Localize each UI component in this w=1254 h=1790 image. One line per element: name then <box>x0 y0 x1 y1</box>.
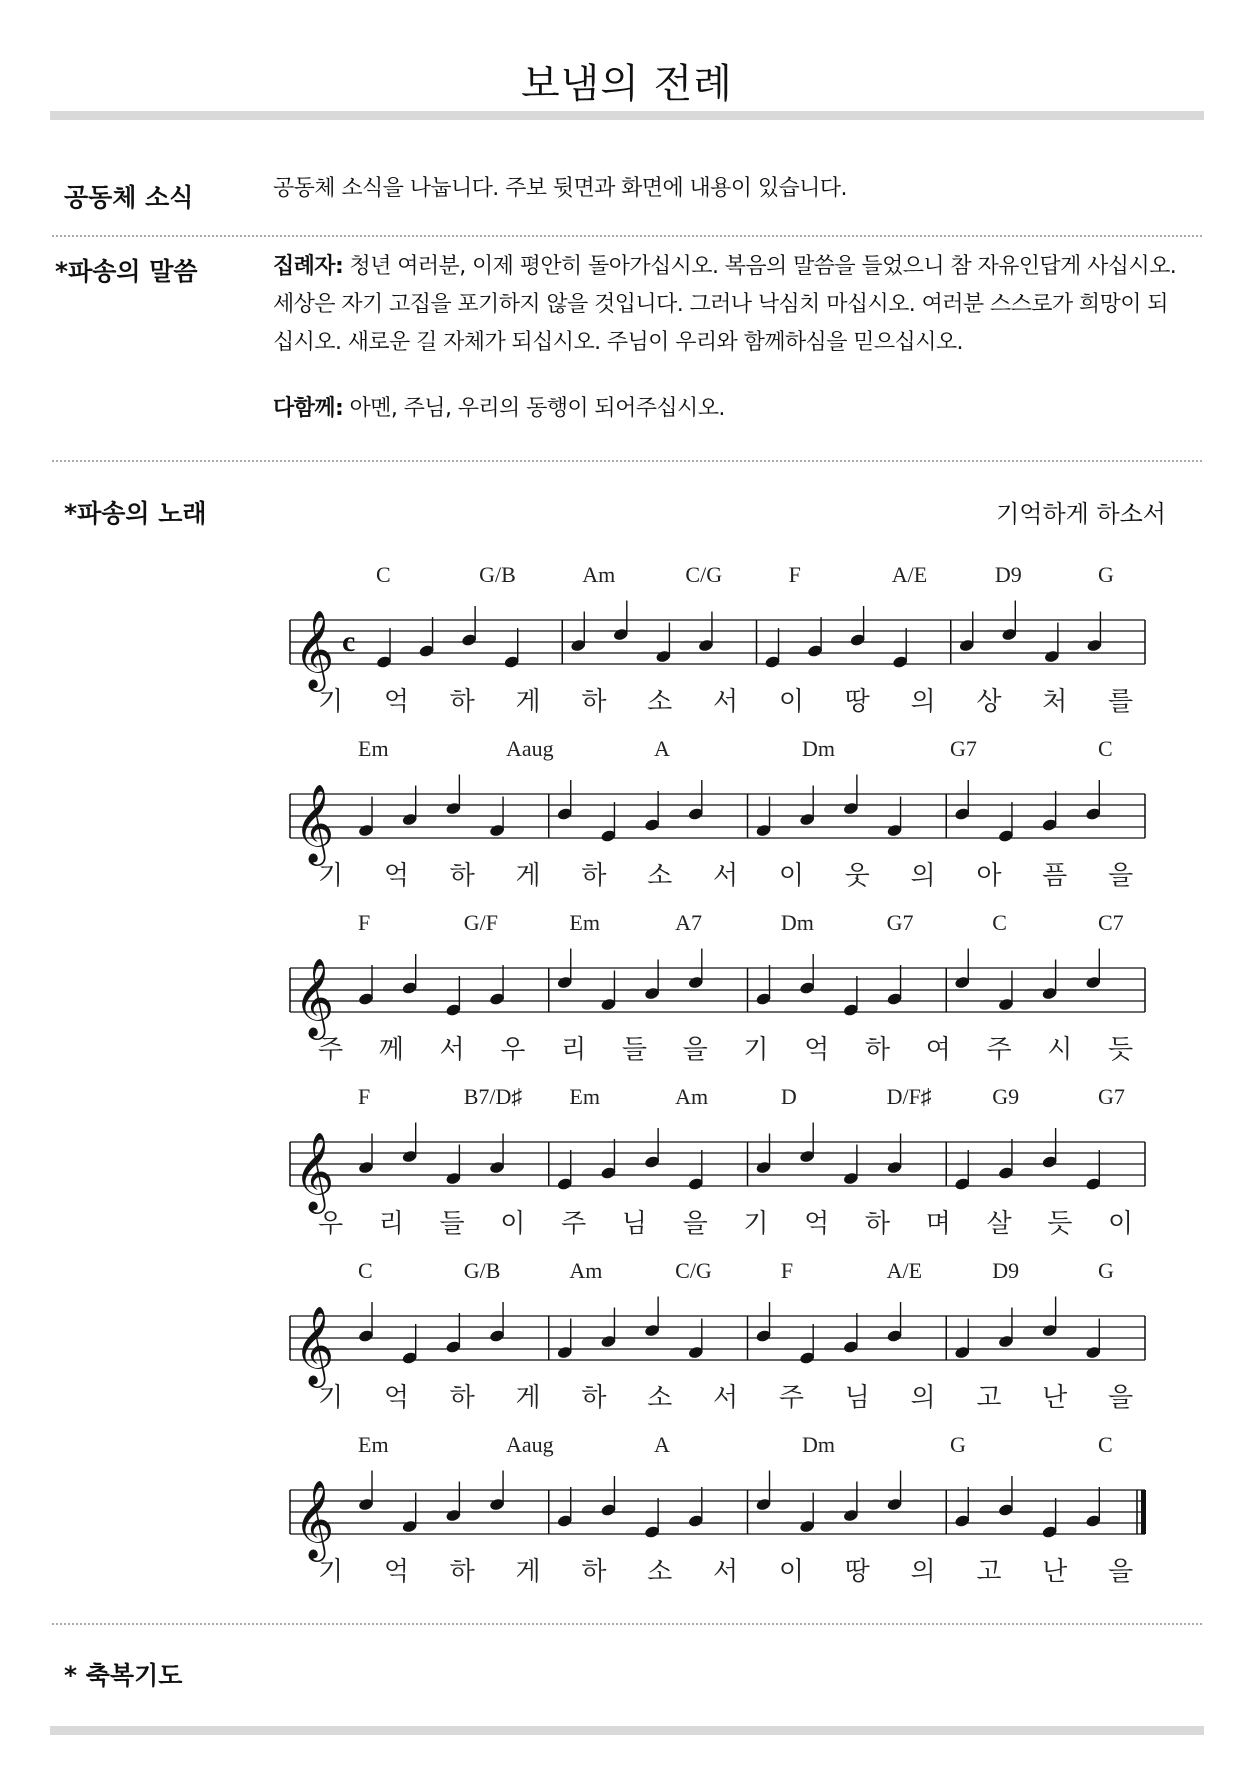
chord-symbol: B7/D♯ <box>463 1084 523 1109</box>
lyric-syllable: 억 <box>804 1209 830 1239</box>
lyric-syllable: 의 <box>910 1383 936 1413</box>
chord-symbol: G7 <box>886 910 914 935</box>
lyric-syllable: 기 <box>743 1035 769 1065</box>
sending-song-label: *파송의 노래 <box>64 499 207 528</box>
lyric-syllable: 듯 <box>1047 1209 1073 1239</box>
all-label: 다함께: <box>273 396 344 421</box>
lyric-syllable: 주 <box>561 1209 587 1239</box>
chord-symbol: G <box>950 1432 966 1457</box>
leader-label: 집례자: <box>273 254 344 279</box>
chord-symbol: Dm <box>780 910 814 935</box>
lyric-syllable: 하 <box>449 1383 475 1413</box>
chord-symbol: Em <box>569 1084 600 1109</box>
lyric-syllable: 아 <box>976 861 1002 891</box>
lyric-syllable: 주 <box>318 1035 344 1065</box>
lyric-syllable: 리 <box>561 1035 587 1065</box>
lyric-syllable: 픔 <box>1042 861 1068 891</box>
chord-symbol: G/F <box>463 910 498 935</box>
lyric-syllable: 이 <box>1108 1209 1134 1239</box>
section-divider <box>52 1623 1202 1625</box>
lyric-syllable: 게 <box>515 861 541 891</box>
chord-symbol: G7 <box>1098 1084 1125 1109</box>
lyric-syllable: 여 <box>925 1035 951 1065</box>
lyric-syllable: 서 <box>439 1035 465 1065</box>
lyric-syllable: 소 <box>647 1383 673 1413</box>
chord-symbol: Em <box>569 910 600 935</box>
lyric-syllable: 게 <box>515 687 541 717</box>
chord-symbol: G <box>1098 562 1114 587</box>
chord-symbol: G/B <box>463 1258 501 1283</box>
sending-word-leader <box>273 248 1183 362</box>
lyric-syllable: 님 <box>844 1383 870 1413</box>
lyric-syllable: 하 <box>449 861 475 891</box>
lyric-syllable: 며 <box>925 1209 951 1239</box>
treble-clef-icon: 𝄞 <box>294 1480 335 1559</box>
chord-symbol: Aaug <box>506 1432 554 1457</box>
lyric-syllable: 하 <box>581 861 607 891</box>
chord-symbol: F <box>788 562 801 587</box>
chord-symbol: Aaug <box>506 736 554 761</box>
lyric-syllable: 땅 <box>844 687 870 717</box>
chord-symbol: Am <box>569 1258 603 1283</box>
lyric-syllable: 서 <box>713 1383 739 1413</box>
news-label: 공동체 소식 <box>64 183 194 212</box>
chord-symbol: Dm <box>802 1432 835 1457</box>
chord-symbol: A <box>654 736 670 761</box>
lyric-syllable: 소 <box>647 861 673 891</box>
lyric-syllable: 하 <box>581 1383 607 1413</box>
chord-symbol: C <box>376 562 391 587</box>
lyric-syllable: 난 <box>1042 1557 1068 1587</box>
footer-divider <box>50 1726 1204 1735</box>
lyric-syllable: 들 <box>621 1035 647 1065</box>
chord-symbol: G/B <box>479 562 516 587</box>
lyric-syllable: 하 <box>864 1209 891 1239</box>
chord-symbol: G7 <box>950 736 977 761</box>
news-text: 공동체 소식을 나눕니다. 주보 뒷면과 화면에 내용이 있습니다. <box>273 176 847 201</box>
treble-clef-icon: 𝄞 <box>294 1132 335 1211</box>
lyric-syllable: 서 <box>713 861 739 891</box>
lyric-syllable: 억 <box>383 1383 409 1413</box>
lyric-syllable: 기 <box>318 687 344 717</box>
lyric-syllable: 기 <box>318 861 344 891</box>
treble-clef-icon: 𝄞 <box>294 1306 335 1385</box>
section-divider <box>52 235 1202 237</box>
chord-symbol: C/G <box>685 562 723 587</box>
lyric-syllable: 이 <box>500 1209 526 1239</box>
chord-symbol: F <box>780 1258 794 1283</box>
lyric-syllable: 듯 <box>1108 1035 1134 1065</box>
lyric-syllable: 기 <box>318 1557 344 1587</box>
lyric-syllable: 억 <box>383 1557 409 1587</box>
lyric-syllable: 이 <box>778 687 804 717</box>
chord-symbol: F <box>358 910 371 935</box>
chord-symbol: C <box>1098 736 1113 761</box>
lyric-syllable: 억 <box>804 1035 830 1065</box>
lyric-syllable: 하 <box>864 1035 891 1065</box>
lyric-syllable: 들 <box>439 1209 465 1239</box>
chord-symbol: A <box>654 1432 670 1457</box>
lyric-syllable: 소 <box>647 687 673 717</box>
lyric-syllable: 살 <box>986 1209 1012 1239</box>
treble-clef-icon: 𝄞 <box>294 610 335 689</box>
lyric-syllable: 서 <box>713 1557 739 1587</box>
chord-symbol: A/E <box>891 562 928 587</box>
lyric-syllable: 주 <box>986 1035 1012 1065</box>
lyric-syllable: 하 <box>449 1557 475 1587</box>
lyric-syllable: 하 <box>449 687 475 717</box>
chord-symbol: C7 <box>1098 910 1124 935</box>
lyric-syllable: 땅 <box>844 1557 870 1587</box>
lyric-syllable: 을 <box>682 1035 708 1065</box>
sending-word-all <box>273 390 1183 428</box>
lyric-syllable: 우 <box>318 1209 344 1239</box>
chord-symbol: C <box>992 910 1007 935</box>
song-title: 기억하게 하소서 <box>996 500 1166 528</box>
all-text: 아멘, 주님, 우리의 동행이 되어주십시오. <box>343 396 725 421</box>
chord-symbol: Em <box>358 736 389 761</box>
lyric-syllable: 우 <box>500 1035 526 1065</box>
sending-word-label: *파송의 말씀 <box>55 257 198 286</box>
chord-symbol: D/F♯ <box>886 1084 932 1109</box>
chord-symbol: A7 <box>675 910 703 935</box>
chord-symbol: F <box>358 1084 371 1109</box>
leader-text: 청년 여러분, 이제 평안히 돌아가십시오. 복음의 말씀을 들었으니 참 자유인답게 사십시오. 세상은 자기 고집을 포기하지 않을 것입니다. 그러나 낙심치 마십시오. 여러분 스스로가 희망이 되십시오. 새로운 길 자체가 되십시오. 주님이 우리와 함께하심을 믿으십시오. <box>273 254 1177 355</box>
title-divider <box>50 111 1204 120</box>
lyric-syllable: 을 <box>1108 1383 1134 1413</box>
lyric-syllable: 게 <box>515 1557 541 1587</box>
lyric-syllable: 시 <box>1047 1035 1073 1065</box>
lyric-syllable: 하 <box>581 1557 607 1587</box>
lyric-syllable: 게 <box>515 1383 541 1413</box>
lyric-syllable: 기 <box>743 1209 769 1239</box>
lyric-syllable: 고 <box>976 1557 1002 1587</box>
lyric-syllable: 의 <box>910 1557 936 1587</box>
lyric-syllable: 께 <box>378 1035 404 1065</box>
page-title: 보냄의 전례 <box>521 61 733 107</box>
lyric-syllable: 처 <box>1042 687 1068 717</box>
lyric-syllable: 소 <box>647 1557 673 1587</box>
chord-symbol: C/G <box>675 1258 712 1283</box>
lyric-syllable: 를 <box>1108 687 1134 717</box>
lyric-syllable: 억 <box>383 687 409 717</box>
chord-symbol: Dm <box>802 736 835 761</box>
lyric-syllable: 이 <box>778 861 804 891</box>
chord-symbol: A/E <box>886 1258 923 1283</box>
time-signature: c <box>342 625 356 658</box>
lyric-syllable: 서 <box>713 687 739 717</box>
lyric-syllable: 억 <box>383 861 409 891</box>
chord-symbol: D9 <box>994 562 1022 587</box>
lyric-syllable: 을 <box>1108 1557 1134 1587</box>
chord-symbol: Am <box>675 1084 709 1109</box>
final-barline <box>1141 1490 1146 1534</box>
blessing-label: * 축복기도 <box>64 1661 183 1690</box>
chord-symbol: Em <box>358 1432 389 1457</box>
chord-symbol: D9 <box>992 1258 1020 1283</box>
chord-symbol: D <box>780 1084 797 1109</box>
lyric-syllable: 난 <box>1042 1383 1068 1413</box>
lyric-syllable: 의 <box>910 687 936 717</box>
lyric-syllable: 을 <box>1108 861 1134 891</box>
lyric-syllable: 웃 <box>844 861 870 891</box>
treble-clef-icon: 𝄞 <box>294 958 335 1037</box>
chord-symbol: C <box>1098 1432 1113 1457</box>
chord-symbol: C <box>358 1258 373 1283</box>
chord-symbol: G <box>1098 1258 1114 1283</box>
lyric-syllable: 고 <box>976 1383 1002 1413</box>
chord-symbol: Am <box>582 562 616 587</box>
lyric-syllable: 리 <box>378 1209 404 1239</box>
lyric-syllable: 기 <box>318 1383 344 1413</box>
section-divider <box>52 460 1202 462</box>
sheet-music <box>280 560 1160 1620</box>
lyric-syllable: 상 <box>976 687 1002 717</box>
treble-clef-icon: 𝄞 <box>294 784 335 863</box>
lyric-syllable: 하 <box>581 687 607 717</box>
lyric-syllable: 을 <box>682 1209 708 1239</box>
lyric-syllable: 의 <box>910 861 936 891</box>
lyric-syllable: 님 <box>621 1209 647 1239</box>
lyric-syllable: 이 <box>778 1557 804 1587</box>
lyric-syllable: 주 <box>778 1383 804 1413</box>
chord-symbol: G9 <box>992 1084 1020 1109</box>
